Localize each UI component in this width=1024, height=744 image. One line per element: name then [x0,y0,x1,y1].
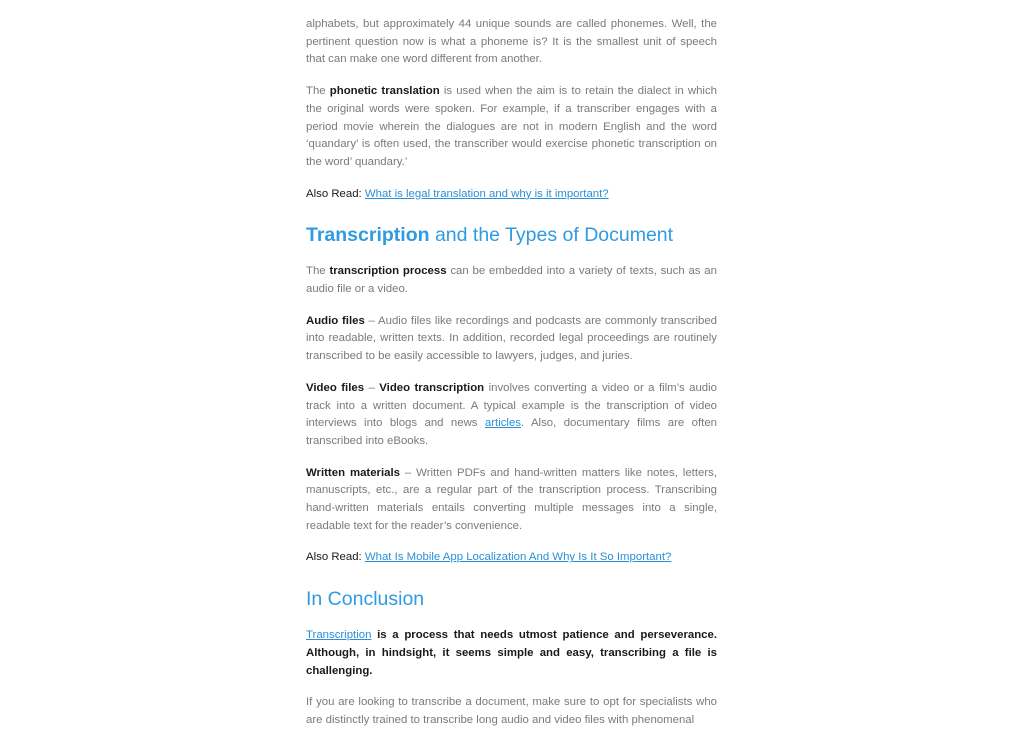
article-body [306,0,717,744]
paragraph-conclusion-summary [306,627,717,680]
video-files-term: Video files [306,381,365,394]
paragraph-text: is used when the aim is to retain the dialect in which the original words were spoken. For example, if a transcriber engages with a period movie wherein the dialogues are not in modern English and the word ‘quandary’ is often used, the transcriber would exercise phonetic transcription on the word’ quandary.’ [306,85,717,168]
audio-files-term: Audio files [306,314,365,327]
written-materials-term: Written materials [306,466,400,479]
heading-conclusion: In Conclusion [306,588,425,611]
paragraph-phonetic-translation [306,83,717,172]
paragraph-video-files [306,380,717,451]
also-read-label: Also Read: [306,187,362,200]
transcription-link[interactable]: Transcription [306,629,372,642]
paragraph-audio-files [306,313,717,366]
paragraph-text-end: . Also, documentary films are often transcribed into eBooks. [306,417,717,447]
paragraph-text: is a process that needs utmost patience and perseverance. Although, in hindsight, it seems simple and easy, transcribing a file is challenging. [306,629,717,677]
heading-strong-word: Transcription [306,224,430,247]
paragraph-transcription-process [306,263,717,298]
paragraph-lead: The [306,265,330,278]
also-read-legal-translation [306,186,717,204]
video-transcription-term: Video transcription [379,381,485,394]
paragraph-text: involves converting a video or a film’s audio track into a written document. A typical example is the transcription of video interviews into blogs and news [306,381,717,430]
paragraph-text: – Written PDFs and hand-written matters like notes, letters, manuscripts, etc., are a regular part of the transcription process. Transcribing hand-written materials entails converting multiple messages into a single, readable text for the reader’s convenience. [306,466,717,532]
transcription-process-term: transcription process [329,265,447,278]
paragraph-text: – Audio files like recordings and podcasts are commonly transcribed into readable, written texts. In addition, recorded legal proceedings are routinely transcribed to be easily accessible to lawyers, judges, and juries. [306,314,717,363]
also-read-app-localization [306,549,717,567]
paragraph-phonemes: alphabets, but approximately 44 unique sounds are called phonemes. Well, the pertinent question now is what a phoneme is? It is the smallest unit of speech that can make one word different from another. [306,18,717,66]
paragraph-written-materials [306,465,717,536]
app-localization-link[interactable]: What Is Mobile App Localization And Why Is It So Important? [364,551,672,564]
legal-translation-link[interactable]: What is legal translation and why is it important? [364,187,609,200]
paragraph-specialists: If you are looking to transcribe a document, make sure to opt for specialists who are distinctly trained to transcribe long audio and video files with phenomenal [306,696,717,726]
paragraph-lead: The [306,85,330,98]
articles-link[interactable]: articles [484,417,521,430]
heading-rest: and the Types of Document [429,224,674,247]
heading-transcription-types [306,223,717,247]
also-read-label: Also Read: [306,551,362,564]
phonetic-translation-term: phonetic translation [329,85,440,98]
dash-separator: – [364,381,380,394]
paragraph-text: can be embedded into a variety of texts, such as an audio file or a video. [306,265,717,296]
